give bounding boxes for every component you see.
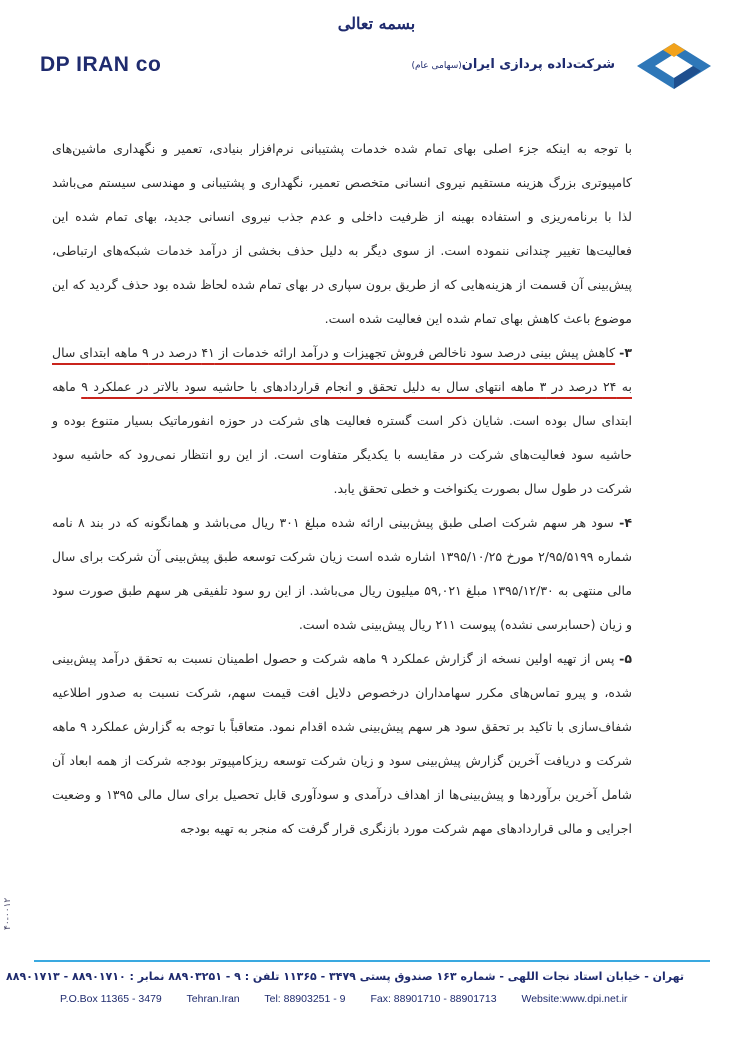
footer-tel: Tel: 88903251 - 9	[264, 993, 346, 1005]
side-reference-stamp: ۴۰-۰۰۱۲	[3, 897, 13, 930]
letter-body	[52, 132, 632, 846]
footer-website: Website:www.dpi.net.ir	[521, 993, 628, 1005]
item-5-text: پس از تهیه اولین نسخه از گزارش عملکرد ۹ ماهه شرکت و حصول اطمینان نسبت به تحقق درآمد پیش‌بینی شده، و پیرو تماس‌های مکرر سهامداران درخصوص دلایل افت قیمت سهم، شرکت نسبت به صدور اطلاعیه شفاف‌سازی با تاکید بر تحقق سود هر سهم پیش‌بینی شده اقدام نمود. متعاقباً با توجه به گزارش عملکرد ۹ ماهه شرکت و دریافت آخرین گزارش پیش‌بینی سود و زیان شرکت توسعه ریزکامپیوتر بودجه شرکت از همه ابعاد آن شامل آخرین برآوردها و پیش‌بینی‌ها از اهداف درآمدی و سودآوری قابل تحصیل برای سال مالی ۱۳۹۵ و وضعیت اجرایی و مالی قراردادهای مهم شرکت مورد بازنگری قرار گرفت که منجر به تهیه بودجه	[52, 651, 632, 836]
bismillah-heading: بسمه تعالی	[337, 14, 416, 33]
company-logo-icon	[635, 40, 713, 92]
item-3-text: ماهه ابتدای سال بوده است. شایان ذکر است گستره فعالیت های شرکت در حوزه انفورماتیک بسیار متنوع بوده و حاشیه سود فعالیت‌های شرکت در مقایسه با یکدیگر متفاوت است. از این رو انتظار نمی‌رود که حاشیه سود شرکت در طول سال بصورت یکنواخت و خطی تحقق یابد.	[52, 379, 632, 496]
footer-address-persian: تهران - خیابان استاد نجات اللهی - شماره ۱۶۳ صندوق پستی ۳۴۷۹ - ۱۱۳۶۵ تلفن : ۹ - ۸۸۹۰۳۲۵۱ نمابر : ۸۸۹۰۱۷۱۰ - ۸۸۹۰۱۷۱۳	[6, 970, 684, 983]
company-name-persian	[411, 57, 615, 72]
item-4-text: سود هر سهم شرکت اصلی طبق پیش‌بینی ارائه شده مبلغ ۳۰۱ ریال می‌باشد و همانگونه که در بند ۸ نامه شماره ۲/۹۵/۵۱۹۹ مورخ ۱۳۹۵/۱۰/۲۵ اشاره شده است زیان شرکت توسعه طبق پیش‌بینی آن شرکت برای سال مالی منتهی به ۱۳۹۵/۱۲/۳۰ مبلغ ۵۹,۰۲۱ میلیون ریال می‌باشد. از این رو سود تلفیقی هر سهم طبق صورت سود و زیان (حسابرسی نشده) پیوست ۲۱۱ ریال پیش‌بینی شده است.	[52, 515, 632, 632]
company-name-persian-suffix: (سهامی عام)	[411, 61, 462, 71]
footer-pobox: P.O.Box 11365 - 3479	[60, 993, 162, 1005]
footer-fax: Fax: 88901710 - 88901713	[370, 993, 497, 1005]
item-3-number: ۳-	[619, 345, 632, 360]
item-5-number: ۵-	[619, 651, 632, 666]
footer-divider	[34, 960, 710, 962]
footer-contact-english	[60, 993, 680, 1005]
item-4-number: ۴-	[619, 515, 632, 530]
company-name-english: DP IRAN co	[40, 53, 162, 76]
item-3	[52, 336, 632, 506]
item-3-underlined-text: کاهش پیش بینی درصد سود ناخالص فروش تجهیزات و درآمد ارائه خدمات از ۴۱ درصد در ۹ ماهه ابتدای سال به ۲۴ درصد در ۳ ماهه انتهای سال به دلیل تحقق و انجام قراردادهای با حاشیه سود بالاتر در عملکرد ۹	[52, 345, 632, 394]
item-4	[52, 506, 632, 642]
item-5	[52, 642, 632, 846]
company-name-persian-main: شرکت‌داده پردازی ایران	[461, 57, 615, 72]
intro-paragraph: با توجه به اینکه جزء اصلی بهای تمام شده خدمات پشتیبانی نرم‌افزار بنیادی، تعمیر و نگهداری ماشین‌های کامپیوتری بزرگ هزینه مستقیم نیروی انسانی متخصص تعمیر، نگهداری و پشتیبانی و مهندسی سیستم می‌باشد لذا با برنامه‌ریزی و استفاده بهینه از ظرفیت داخلی و عدم جذب نیروی انسانی جدید، بهای تمام شده این فعالیت‌ها تغییر چندانی ننموده است. از سوی دیگر به دلیل حذف بخشی از درآمد خدمات شبکه‌های ارتباطی، پیش‌بینی آن قسمت از هزینه‌هایی که از طریق برون سپاری در بهای تمام شده لحاظ شده بود حذف گردید که این موضوع باعث کاهش بهای تمام شده این فعالیت شده است.	[52, 141, 632, 326]
footer-city: Tehran.Iran	[186, 993, 240, 1005]
